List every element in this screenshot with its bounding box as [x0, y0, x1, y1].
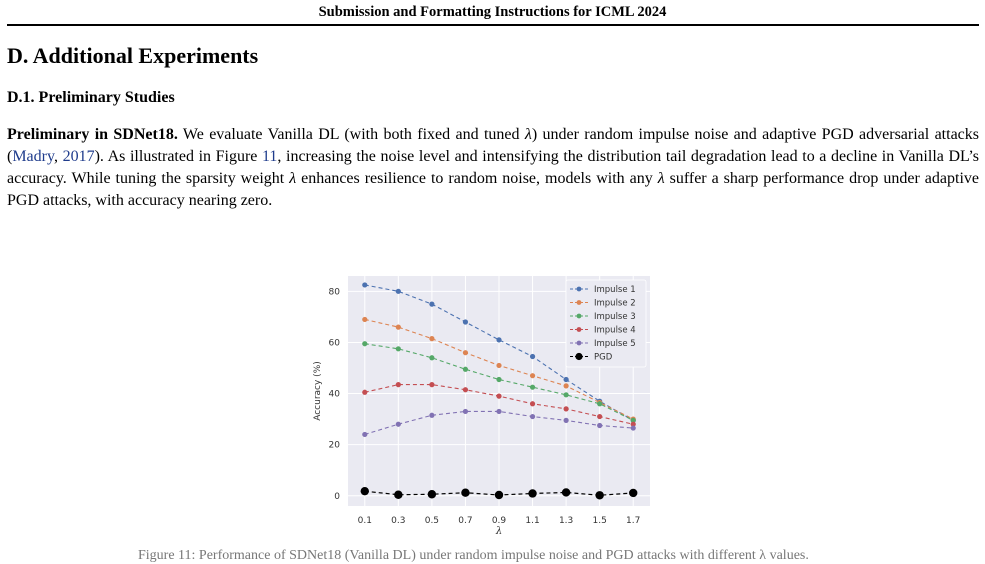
data-point [495, 491, 503, 499]
x-tick-label: 1.5 [592, 516, 607, 526]
legend-swatch-marker [577, 287, 582, 292]
data-point [463, 350, 468, 355]
data-point [496, 409, 501, 414]
data-point [396, 325, 401, 330]
data-point [631, 425, 636, 430]
data-point [463, 409, 468, 414]
data-point [428, 490, 436, 498]
x-tick-label: 0.1 [357, 516, 372, 526]
data-point [429, 382, 434, 387]
y-tick-label: 0 [334, 491, 340, 502]
data-point [362, 282, 367, 287]
data-point [496, 363, 501, 368]
legend-swatch-marker [577, 341, 582, 346]
paragraph-text: enhances resilience to random noise, models with any [296, 170, 658, 187]
data-point [597, 414, 602, 419]
y-tick-label: 60 [328, 338, 340, 349]
data-point [597, 423, 602, 428]
running-header: Submission and Formatting Instructions for ICML 2024 [318, 4, 667, 20]
legend-label: Impulse 4 [594, 325, 636, 336]
data-point [396, 346, 401, 351]
x-tick-label: 0.9 [491, 516, 507, 526]
data-point [463, 367, 468, 372]
data-point [597, 401, 602, 406]
data-point [362, 432, 367, 437]
legend-label: Impulse 5 [594, 339, 636, 349]
data-point [530, 414, 535, 419]
data-point [496, 377, 501, 382]
paragraph-lead: Preliminary in SDNet18. [7, 126, 178, 143]
y-tick-label: 40 [328, 389, 340, 400]
data-point [362, 341, 367, 346]
data-point [429, 336, 434, 341]
data-point [361, 487, 369, 495]
data-point [394, 491, 402, 499]
figure-ref-link[interactable]: 11 [262, 148, 278, 165]
data-point [461, 489, 469, 497]
data-point [429, 302, 434, 307]
accuracy-line-chart [300, 266, 660, 538]
legend-swatch-marker [577, 327, 582, 332]
data-point [496, 337, 501, 342]
data-point [496, 394, 501, 399]
data-point [362, 390, 367, 395]
x-tick-label: 0.7 [458, 516, 473, 526]
data-point [562, 488, 570, 496]
data-point [396, 422, 401, 427]
data-point [396, 289, 401, 294]
data-point [530, 385, 535, 390]
data-point [396, 382, 401, 387]
data-point [463, 319, 468, 324]
figure-caption: Figure 11: Performance of SDNet18 (Vanilla DL) under random impulse noise and PGD attacks with different λ values. [138, 548, 809, 563]
paragraph-text: We evaluate Vanilla DL (with both fixed and tuned [177, 126, 525, 143]
data-point [564, 377, 569, 382]
y-axis-label: Accuracy (%) [313, 361, 323, 421]
data-point [429, 413, 434, 418]
lambda-symbol: λ [524, 126, 532, 143]
body-paragraph [7, 124, 979, 212]
x-tick-label: 1.1 [525, 516, 540, 526]
header-rule [7, 24, 979, 26]
data-point [429, 355, 434, 360]
x-tick-label: 0.5 [424, 516, 440, 526]
data-point [564, 406, 569, 411]
paragraph-text: ) under random impulse noise and adaptive PGD adversarial attacks ( [7, 126, 980, 165]
legend-swatch-marker [577, 300, 582, 305]
data-point [530, 354, 535, 359]
data-point [528, 489, 536, 497]
data-point [564, 383, 569, 388]
legend-label: PGD [594, 352, 613, 363]
data-point [530, 373, 535, 378]
paragraph-text: , [53, 148, 63, 165]
paragraph-text: ). As illustrated in Figure [94, 148, 262, 165]
data-point [530, 401, 535, 406]
x-tick-label: 0.3 [391, 516, 406, 526]
x-tick-label: 1.7 [626, 516, 641, 526]
data-point [595, 491, 603, 499]
data-point [564, 392, 569, 397]
legend-swatch-marker [575, 353, 582, 360]
data-point [463, 387, 468, 392]
legend-label: Impulse 1 [594, 285, 636, 295]
legend-label: Impulse 3 [594, 312, 636, 322]
data-point [629, 489, 637, 497]
data-point [362, 317, 367, 322]
x-axis-label: λ [495, 526, 503, 537]
subsection-title: D.1. Preliminary Studies [7, 89, 175, 106]
legend-swatch-marker [577, 314, 582, 319]
lambda-symbol: λ [289, 170, 297, 187]
y-tick-label: 20 [328, 440, 340, 451]
citation-link-year[interactable]: 2017 [62, 148, 95, 165]
data-point [564, 418, 569, 423]
section-title: D. Additional Experiments [7, 43, 259, 68]
x-tick-label: 1.3 [558, 516, 574, 526]
lambda-symbol: λ [657, 170, 665, 187]
paragraph-text: , increasing the noise level and intensifying the distribution tail degradation lead to a decline in Vanilla DL’s accuracy. While tuning the sparsity weight [7, 148, 980, 187]
y-tick-label: 80 [328, 287, 340, 298]
legend-label: Impulse 2 [594, 298, 636, 309]
citation-link-author[interactable]: Madry [12, 148, 54, 165]
paragraph-text: suffer a sharp performance drop under adaptive PGD attacks, with accuracy nearing zero. [7, 170, 980, 209]
